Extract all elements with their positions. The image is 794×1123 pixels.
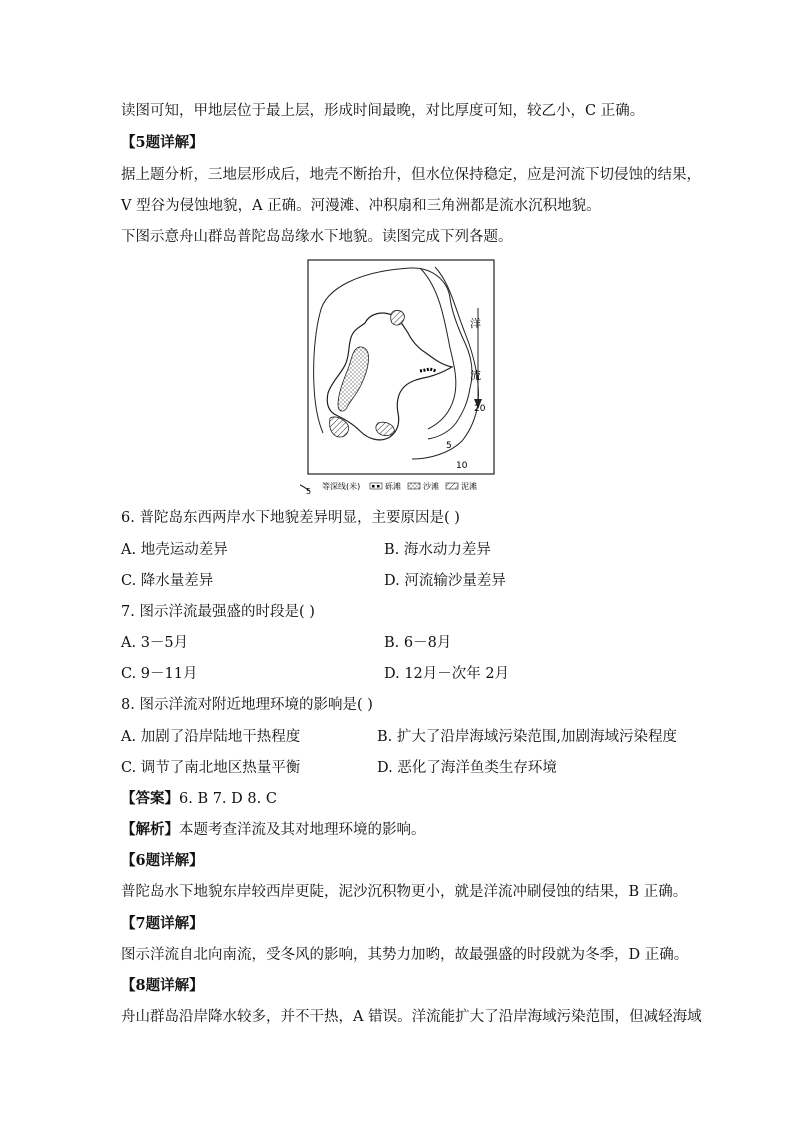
legend-sand-label: 沙滩 bbox=[423, 482, 439, 491]
answer-text: 6. B 7. D 8. C bbox=[179, 791, 277, 807]
putuo-island-map bbox=[300, 253, 500, 495]
legend-mud-swatch bbox=[446, 483, 458, 489]
question-6-option-d: D. 河流输沙量差异 bbox=[384, 573, 506, 589]
paragraph: V 型谷为侵蚀地貌，A 正确。河漫滩、冲积扇和三角洲都是流水沉积地貌。 bbox=[121, 198, 601, 214]
analysis-text: 本题考查洋流及其对地理环境的影响。 bbox=[179, 822, 426, 838]
legend-gravel-label: 砾滩 bbox=[385, 482, 401, 491]
question-6-option-c: C. 降水量差异 bbox=[121, 573, 214, 589]
depth-label-10: 10 bbox=[456, 461, 468, 471]
question-6-option-b: B. 海水动力差异 bbox=[384, 542, 491, 558]
detail-7-text: 图示洋流自北向南流，受冬风的影响，其势力加哟，故最强盛的时段就为冬季，D 正确。 bbox=[121, 947, 689, 963]
detail-6-title: 【6题详解】 bbox=[121, 852, 204, 869]
mud-beach-north bbox=[391, 310, 405, 325]
depth-label-20: 20 bbox=[474, 404, 486, 414]
paragraph: 据上题分析，三地层形成后，地壳不断抬升，但水位保持稳定，应是河流下切侵蚀的结果， bbox=[121, 167, 701, 183]
detail-8-title: 【8题详解】 bbox=[121, 977, 204, 994]
current-label-1: 洋 bbox=[470, 317, 481, 330]
question-8-option-b: B. 扩大了沿岸海域污染范围,加剧海域污染程度 bbox=[377, 729, 677, 745]
detail-7-title: 【7题详解】 bbox=[121, 915, 204, 932]
question-8-stem: 8. 图示洋流对附近地理环境的影响是( ) bbox=[121, 697, 373, 713]
question-8-option-d: D. 恶化了海洋鱼类生存环境 bbox=[377, 760, 557, 776]
detail-8-text: 舟山群岛沿岸降水较多，并不干热，A 错误。洋流能扩大了沿岸海域污染范围，但减轻海域 bbox=[121, 1009, 702, 1025]
figure-intro: 下图示意舟山群岛普陀岛岛缘水下地貌。读图完成下列各题。 bbox=[121, 229, 513, 245]
answer-line bbox=[121, 789, 277, 809]
question-7-option-d: D. 12月－次年 2月 bbox=[384, 666, 510, 682]
question-7-option-a: A. 3－5月 bbox=[121, 635, 189, 651]
question-8-option-a: A. 加剧了沿岸陆地干热程度 bbox=[121, 729, 301, 745]
legend-isobath-label: 等深线(米) bbox=[322, 482, 361, 491]
map-svg bbox=[300, 253, 500, 495]
question-7-option-c: C. 9－11月 bbox=[121, 666, 198, 682]
answer-label: 【答案】 bbox=[121, 790, 179, 807]
legend-sand-swatch bbox=[408, 483, 420, 489]
legend-gravel-swatch bbox=[370, 483, 382, 489]
analysis-label: 【解析】 bbox=[121, 821, 179, 838]
question-7-stem: 7. 图示洋流最强盛的时段是( ) bbox=[121, 604, 315, 620]
legend-mud-label: 泥滩 bbox=[461, 482, 477, 491]
question-8-option-c: C. 调节了南北地区热量平衡 bbox=[121, 760, 301, 776]
depth-label-5: 5 bbox=[446, 441, 452, 451]
detail-6-text: 普陀岛水下地貌东岸较西岸更陡，泥沙沉积物更小，就是洋流冲刷侵蚀的结果，B 正确。 bbox=[121, 884, 688, 900]
question-6-option-a: A. 地壳运动差异 bbox=[121, 542, 228, 558]
section-heading-5: 【5题详解】 bbox=[121, 134, 204, 151]
paragraph: 读图可知，甲地层位于最上层，形成时间最晚，对比厚度可知，较乙小，C 正确。 bbox=[121, 103, 645, 119]
current-label-2: 流 bbox=[470, 369, 481, 382]
question-7-option-b: B. 6－8月 bbox=[384, 635, 452, 651]
legend-isobath-value: 5 bbox=[306, 487, 312, 495]
question-6-stem: 6. 普陀岛东西两岸水下地貌差异明显，主要原因是( ) bbox=[121, 510, 460, 526]
analysis-line bbox=[121, 820, 426, 840]
